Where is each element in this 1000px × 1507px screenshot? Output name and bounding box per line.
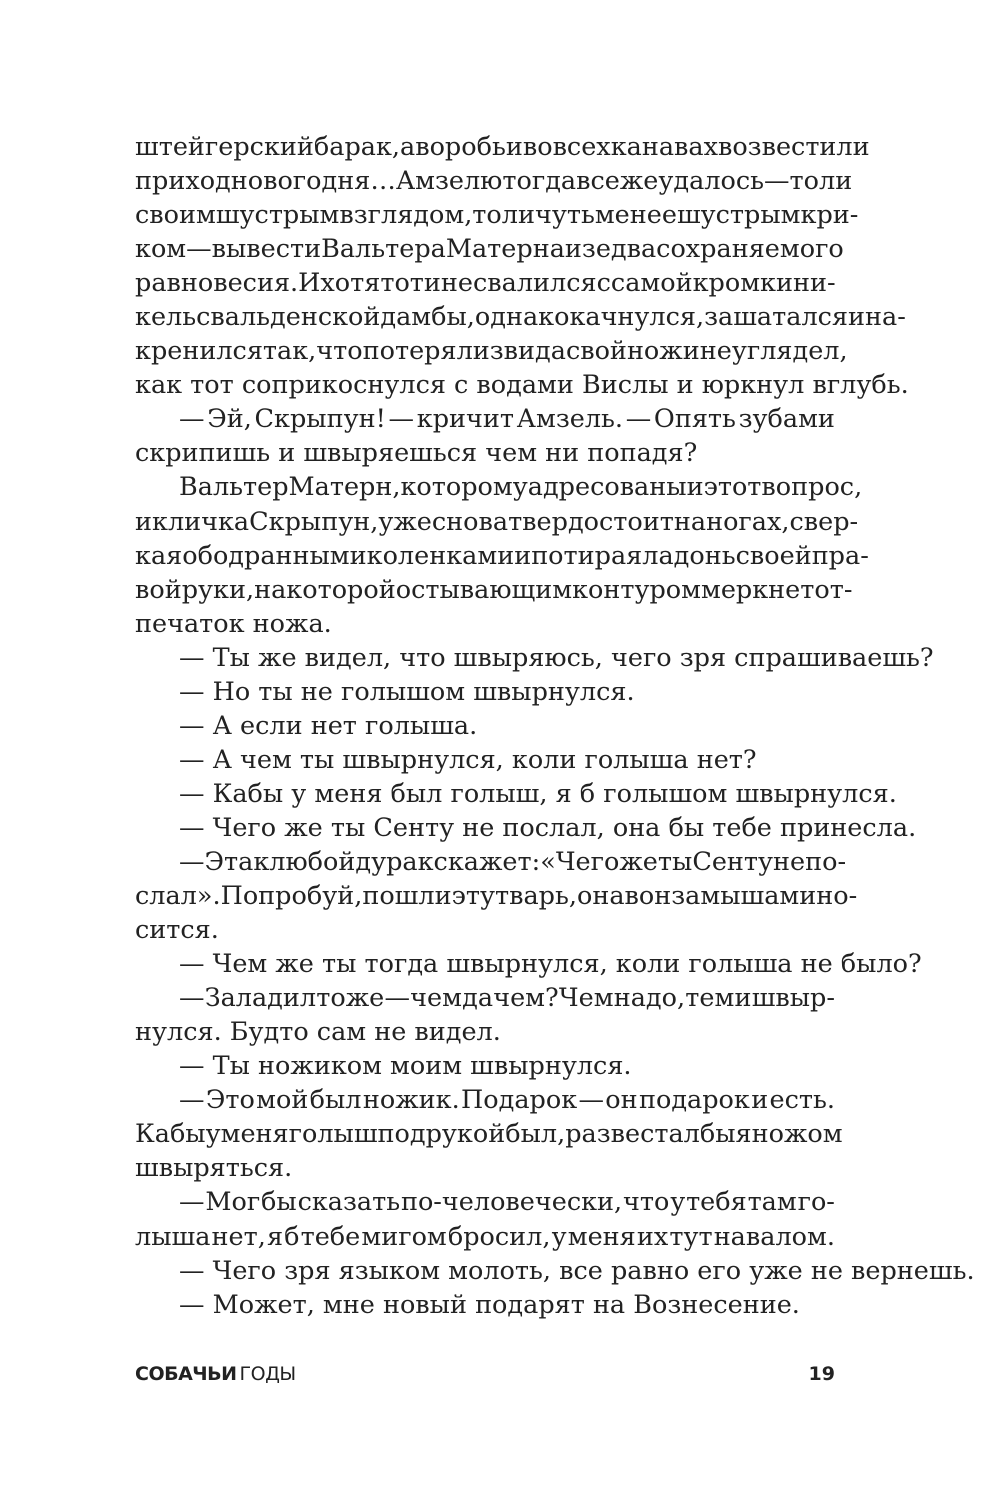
word: разве bbox=[565, 1119, 641, 1150]
word: вопрос, bbox=[761, 472, 863, 503]
word: бы bbox=[699, 1119, 736, 1150]
text-line bbox=[135, 470, 863, 504]
word: Амзель. bbox=[516, 404, 624, 435]
word: из bbox=[564, 234, 596, 265]
word: взглядом, bbox=[339, 200, 473, 231]
word: кричит bbox=[416, 404, 514, 435]
word: — bbox=[625, 404, 652, 435]
word: кромки bbox=[692, 268, 793, 299]
word: едва bbox=[595, 234, 657, 265]
text-line: скрипишь и швыряешься чем ни попадя? bbox=[135, 438, 698, 469]
text-line: — А чем ты швырнулся, коли голыша нет? bbox=[179, 744, 757, 775]
word: и bbox=[848, 302, 866, 333]
word: нового bbox=[230, 166, 322, 197]
word: адресованы bbox=[527, 472, 687, 503]
word: из bbox=[472, 336, 504, 367]
word: Заладил bbox=[204, 983, 317, 1014]
word: свер- bbox=[789, 506, 859, 537]
word: тут bbox=[669, 1221, 713, 1252]
word: тебя bbox=[686, 1187, 747, 1218]
word: шустрым bbox=[215, 200, 340, 231]
word: лыша bbox=[135, 1221, 211, 1252]
word: нож bbox=[626, 336, 683, 367]
word: Попробуй, bbox=[220, 881, 363, 912]
word: был bbox=[309, 1085, 362, 1116]
body-text bbox=[135, 130, 975, 1322]
word: свалился bbox=[473, 268, 597, 299]
word: дня… bbox=[321, 166, 396, 197]
word: кри- bbox=[800, 200, 859, 231]
word: всех bbox=[552, 132, 611, 162]
text-line: как тот соприкоснулся с водами Вислы и юркнул вглубь. bbox=[135, 370, 909, 401]
word: же bbox=[619, 166, 659, 197]
word: кельсвальденской bbox=[135, 302, 381, 333]
word: кренился bbox=[135, 336, 263, 367]
text-line: нулся. Будто сам не видел. bbox=[135, 1017, 501, 1048]
word: Вальтер bbox=[179, 472, 289, 503]
word: ни- bbox=[792, 268, 836, 299]
word: Эй, bbox=[207, 404, 252, 435]
word: от- bbox=[814, 574, 853, 605]
word: однако bbox=[474, 302, 570, 333]
word: — bbox=[179, 1187, 205, 1218]
word: у bbox=[670, 1187, 686, 1218]
word: то bbox=[789, 166, 819, 197]
word: контуром bbox=[572, 574, 701, 605]
word: чуть bbox=[534, 200, 595, 231]
word: что bbox=[316, 336, 363, 367]
text-line bbox=[135, 266, 835, 300]
text-line bbox=[135, 539, 869, 573]
word: не bbox=[699, 336, 732, 367]
word: и bbox=[686, 472, 704, 503]
word: под bbox=[377, 1119, 426, 1150]
text-line bbox=[135, 1117, 843, 1151]
word: — bbox=[179, 983, 205, 1014]
word: равновесия. bbox=[135, 268, 299, 299]
word: шустрым bbox=[676, 200, 801, 231]
word: Это bbox=[205, 1085, 255, 1116]
word: по- bbox=[805, 846, 847, 877]
word: которой bbox=[286, 574, 396, 605]
word: И bbox=[298, 268, 321, 299]
word: да bbox=[462, 983, 494, 1014]
word: — bbox=[179, 1085, 205, 1116]
word: тварь, bbox=[494, 881, 577, 912]
text-line: сится. bbox=[135, 915, 219, 946]
text-line bbox=[135, 1185, 835, 1219]
word: то bbox=[472, 200, 502, 231]
word: остывающим bbox=[395, 574, 573, 605]
word: углядел, bbox=[731, 336, 848, 367]
word: барак, bbox=[313, 132, 401, 162]
word: за bbox=[671, 881, 701, 912]
word: твердо bbox=[508, 506, 600, 537]
word: любой bbox=[269, 846, 356, 877]
text-line bbox=[135, 300, 906, 334]
word: нет, bbox=[211, 1221, 266, 1252]
word: которому bbox=[400, 472, 528, 503]
page-number: 19 bbox=[808, 1363, 835, 1385]
word: пошли bbox=[362, 881, 452, 912]
word: менее bbox=[594, 200, 677, 231]
word: все bbox=[576, 166, 620, 197]
text-line bbox=[135, 1083, 835, 1117]
word: б bbox=[284, 1221, 300, 1252]
word: Мог bbox=[205, 1187, 261, 1218]
word: Вальтера bbox=[321, 234, 446, 265]
text-line bbox=[135, 402, 835, 436]
word: штейгерский bbox=[135, 132, 314, 162]
word: ком bbox=[135, 234, 187, 265]
word: так, bbox=[262, 336, 317, 367]
text-line bbox=[135, 164, 853, 198]
word: тогда bbox=[502, 166, 577, 197]
word: уже bbox=[378, 506, 432, 537]
word: сказать bbox=[297, 1187, 401, 1218]
word: но- bbox=[816, 881, 858, 912]
word: рукой bbox=[425, 1119, 506, 1150]
word: самой bbox=[610, 268, 693, 299]
word: по-человечески, bbox=[400, 1187, 623, 1218]
word: тот bbox=[380, 268, 424, 299]
word: своим bbox=[135, 200, 216, 231]
word: ладонь bbox=[642, 540, 736, 571]
word: качнулся, bbox=[569, 302, 705, 333]
word: ободранными bbox=[182, 540, 367, 571]
word: вой bbox=[135, 574, 182, 605]
word: зашатался bbox=[704, 302, 849, 333]
word: Скрыпун, bbox=[249, 506, 379, 537]
word: «Чего bbox=[540, 846, 620, 877]
word: их bbox=[636, 1221, 669, 1252]
word: я bbox=[735, 1119, 752, 1150]
word: слал». bbox=[135, 881, 221, 912]
word: был, bbox=[505, 1119, 566, 1150]
word: дамбы, bbox=[380, 302, 475, 333]
word: кличка bbox=[152, 506, 250, 537]
word: — bbox=[388, 404, 415, 435]
word: — bbox=[384, 983, 410, 1014]
word: свой bbox=[565, 336, 627, 367]
word: го- bbox=[797, 1187, 835, 1218]
word: хотя bbox=[320, 268, 381, 299]
word: канавах bbox=[610, 132, 718, 162]
word: скажет: bbox=[433, 846, 541, 877]
word: Этак bbox=[204, 846, 270, 877]
word: ножом bbox=[751, 1119, 843, 1150]
word: она bbox=[576, 881, 625, 912]
word: бы bbox=[261, 1187, 297, 1218]
word: Сенту bbox=[692, 846, 774, 877]
word: ли bbox=[501, 200, 535, 231]
word: у bbox=[205, 1119, 221, 1150]
word: Кабы bbox=[135, 1119, 206, 1150]
text-line bbox=[135, 130, 870, 164]
word: голыш bbox=[288, 1119, 378, 1150]
text-line: — Чего же ты Сенту не послал, она бы тебе принесла. bbox=[179, 812, 917, 843]
word: тем bbox=[685, 983, 735, 1014]
word: меня bbox=[220, 1119, 289, 1150]
word: ты bbox=[657, 846, 693, 877]
text-line bbox=[135, 1220, 835, 1254]
text-line: — Кабы у меня был голыш, я б голышом швырнулся. bbox=[179, 778, 897, 809]
text-line bbox=[135, 573, 853, 607]
page-footer bbox=[135, 1363, 835, 1393]
word: не bbox=[440, 268, 474, 299]
word: зубами bbox=[738, 404, 835, 435]
word: меня bbox=[567, 1221, 636, 1252]
text-line bbox=[135, 198, 859, 232]
word: он bbox=[605, 1085, 638, 1116]
word: Опять bbox=[653, 404, 736, 435]
text-line: швыряться. bbox=[135, 1153, 293, 1184]
word: я bbox=[266, 1221, 284, 1252]
word: на- bbox=[865, 302, 906, 333]
word: а bbox=[400, 132, 416, 162]
word: подарок bbox=[638, 1085, 750, 1116]
text-line: — Чем же ты тогда швырнулся, коли голыша не было? bbox=[179, 949, 922, 980]
running-title-thin: ГОДЫ bbox=[239, 1363, 296, 1385]
word: швыр- bbox=[751, 983, 835, 1014]
word: стоит bbox=[599, 506, 674, 537]
word: потирая bbox=[531, 540, 643, 571]
word: там bbox=[747, 1187, 797, 1218]
word: сохраняемого bbox=[656, 234, 844, 265]
word: и bbox=[682, 336, 700, 367]
word: ногах, bbox=[706, 506, 790, 537]
word: Подарок bbox=[461, 1085, 578, 1116]
running-title-bold: СОБАЧЬИ bbox=[135, 1363, 237, 1385]
text-line: — Ты же видел, что швыряюсь, чего зря спрашиваешь? bbox=[179, 642, 934, 673]
text-line: печаток ножа. bbox=[135, 608, 332, 639]
word: есть. bbox=[769, 1085, 835, 1116]
text-line: — А если нет голыша. bbox=[179, 710, 478, 741]
word: приход bbox=[135, 166, 231, 197]
word: и bbox=[423, 268, 441, 299]
word: и bbox=[514, 540, 532, 571]
word: кая bbox=[135, 540, 183, 571]
word: тебе bbox=[300, 1221, 361, 1252]
word: — bbox=[578, 1085, 604, 1116]
word: тоже bbox=[316, 983, 385, 1014]
word: меркнет bbox=[700, 574, 815, 605]
word: на bbox=[673, 506, 707, 537]
word: мой bbox=[256, 1085, 309, 1116]
word: удалось bbox=[658, 166, 765, 197]
word: с bbox=[596, 268, 611, 299]
text-line: — Ты ножиком моим швырнулся. bbox=[179, 1051, 632, 1082]
word: чем bbox=[410, 983, 462, 1014]
word: на bbox=[254, 574, 287, 605]
word: вывести bbox=[211, 234, 322, 265]
word: дурак bbox=[355, 846, 434, 877]
word: мигом bbox=[361, 1221, 447, 1252]
word: бросил, bbox=[447, 1221, 551, 1252]
word: стал bbox=[640, 1119, 700, 1150]
word: не bbox=[773, 846, 806, 877]
word: и bbox=[734, 983, 752, 1014]
word: вида bbox=[503, 336, 566, 367]
text-line bbox=[135, 232, 844, 266]
text-line bbox=[135, 845, 847, 879]
word: и bbox=[751, 1085, 769, 1116]
word: — bbox=[186, 234, 212, 265]
word: воробьи bbox=[415, 132, 523, 162]
word: и bbox=[135, 506, 152, 537]
word: эту bbox=[451, 881, 495, 912]
word: Матерн, bbox=[288, 472, 401, 503]
text-line: — Чего зря языком молоть, все равно его уже не вернешь. bbox=[179, 1255, 975, 1286]
word: руки, bbox=[181, 574, 255, 605]
word: потерял bbox=[362, 336, 473, 367]
word: этот bbox=[703, 472, 762, 503]
text-line bbox=[135, 879, 858, 913]
text-line: — Может, мне новый подарят на Вознесение. bbox=[179, 1289, 800, 1320]
text-line: — Но ты не голышом швырнулся. bbox=[179, 676, 635, 707]
word: пра- bbox=[811, 540, 869, 571]
word: — bbox=[179, 846, 205, 877]
word: — bbox=[179, 404, 205, 435]
word: коленками bbox=[366, 540, 515, 571]
running-title bbox=[135, 1363, 296, 1385]
word: Амзелю bbox=[395, 166, 503, 197]
word: во bbox=[522, 132, 553, 162]
word: вон bbox=[624, 881, 672, 912]
word: ли bbox=[819, 166, 853, 197]
word: Матерна bbox=[445, 234, 565, 265]
word: Скрыпун! bbox=[254, 404, 386, 435]
word: навалом. bbox=[713, 1221, 835, 1252]
word: у bbox=[551, 1221, 567, 1252]
word: мышами bbox=[700, 881, 817, 912]
word: же bbox=[619, 846, 658, 877]
word: чем? bbox=[493, 983, 559, 1014]
word: что bbox=[623, 1187, 670, 1218]
text-line bbox=[135, 334, 848, 368]
word: снова bbox=[431, 506, 509, 537]
word: надо, bbox=[613, 983, 686, 1014]
word: возвестили bbox=[717, 132, 870, 162]
text-line bbox=[135, 981, 835, 1015]
word: — bbox=[764, 166, 790, 197]
word: Чем bbox=[558, 983, 614, 1014]
word: ножик. bbox=[362, 1085, 460, 1116]
text-line bbox=[135, 505, 859, 539]
word: своей bbox=[735, 540, 812, 571]
